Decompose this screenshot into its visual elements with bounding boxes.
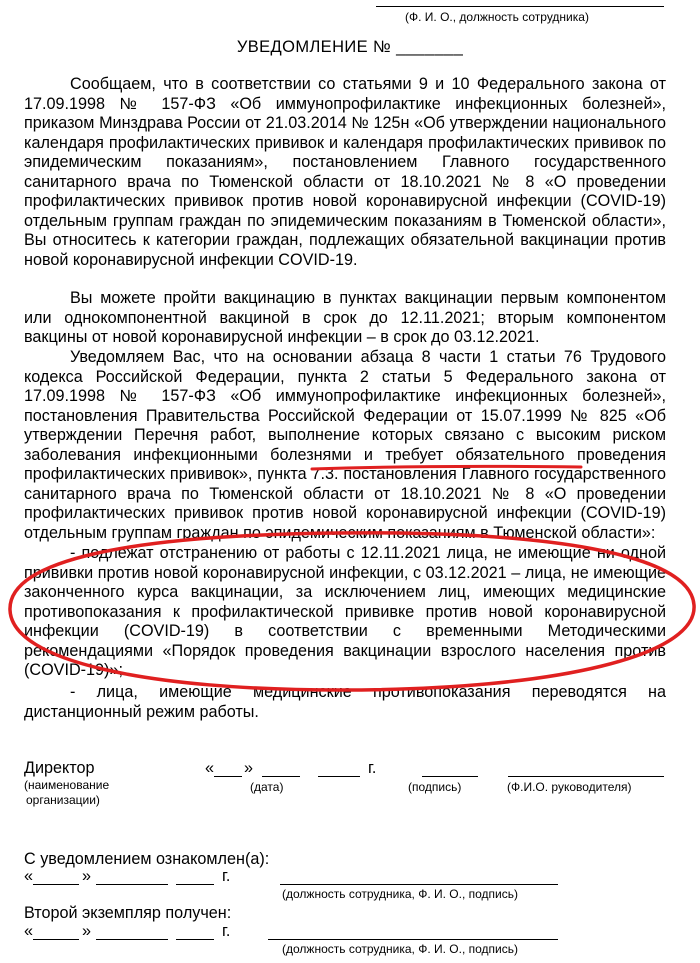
recipient-line	[376, 6, 664, 7]
org-caption-line1: (наименование	[24, 778, 110, 792]
copy-quote-close: »	[82, 922, 92, 940]
recipient-caption: (Ф. И. О., должность сотрудника)	[405, 10, 589, 24]
copy-year-line	[176, 939, 214, 940]
paragraph-legal-basis: Сообщаем, что в соответствии со статьями 9 и 10 Федерального закона от 17.09.1998 № 157-ФЗ «Об иммунопрофилактике инфекционных болезней», приказом Минздрава России от 21.03.2014 № 125н «Об утверждении национального календаря профилактических прививок и календаря профилактических прививок по эпидемическим показаниям», постановлением Главного государственного санитарного врача по Тюменской области от 18.10.2021 № 8 «О проведении профилактических прививок против новой коронавирусной инфекции (COVID-19) отдельным группам граждан по эпидемическим показаниям в Тюменской области», Вы относитесь к категории граждан, подлежащих обязательной вакцинации против новой коронавирусной инфекции COVID-19.	[24, 75, 666, 269]
date-quote-open: «	[205, 759, 215, 777]
ack-month-line	[96, 884, 168, 885]
paragraph-suspension-rule: - подлежат отстранению от работы с 12.11.2021 лица, не имеющие ни одной прививки против новой коронавирусной инфекции, с 03.12.2021 – лица, не имеющие законченного курса вакцинации, за исключением лиц, имеющих медицинские противопоказания к профилактической прививке против новой коронавирусной инфекции (COVID-19) в соответствии с временными Методическими рекомендациями «Порядок проведения вакцинации взрослого населения против (COVID-19)»;	[24, 544, 666, 680]
paragraph-remote-work: - лица, имеющие медицинские противопоказания переводятся на дистанционный режим работы.	[24, 683, 666, 721]
paragraph-suspension-basis: Уведомляем Вас, что на основании абзаца 8 части 1 статьи 76 Трудового кодекса Российской Федерации, пункта 2 статьи 5 Федерального закона от 17.09.1998 № 157-ФЗ «Об иммунопрофилактике инфекционных болезней», постановления Правительства Российской Федерации от 15.07.1999 № 825 «Об утверждении Перечня работ, выполнение которых связано с высоким риском заболевания инфекционными болезнями и требует обязательного проведения профилактических прививок», пункта 7.3. постановления Главного государственного санитарного врача по Тюменской области от 18.10.2021 № 8 «О проведении профилактических прививок против новой коронавирусной инфекции (COVID-19) отдельным группам граждан по эпидемическим показаниям в Тюменской области»:	[24, 348, 666, 542]
date-month-line	[262, 776, 300, 777]
ack-signature-line	[280, 884, 558, 885]
ack-quote-close: »	[82, 867, 92, 885]
org-caption-line2: организации)	[26, 793, 100, 807]
ack-caption: (должность сотрудника, Ф. И. О., подпись)	[282, 887, 518, 901]
head-name-caption: (Ф.И.О. руководителя)	[507, 780, 632, 794]
notice-title: УВЕДОМЛЕНИЕ № _______	[236, 38, 464, 56]
date-year-suffix: г.	[368, 759, 377, 777]
copy-signature-line	[268, 939, 558, 940]
director-label: Директор	[24, 759, 95, 777]
copy-quote-open: «	[24, 922, 34, 940]
signature-caption: (подпись)	[408, 780, 462, 794]
date-year-line	[318, 776, 360, 777]
date-quote-close: »	[244, 759, 254, 777]
date-caption: (дата)	[250, 780, 284, 794]
second-copy-label: Второй экземпляр получен:	[24, 904, 232, 922]
copy-day-line	[33, 939, 79, 940]
ack-day-line	[33, 884, 79, 885]
copy-month-line	[96, 939, 168, 940]
date-day-line	[214, 776, 242, 777]
signature-line	[422, 776, 478, 777]
paragraph-vaccination-deadlines: Вы можете пройти вакцинацию в пунктах вакцинации первым компонентом или однокомпонентной вакциной в срок до 12.11.2021; вторым компонентом вакцины от новой коронавирусной инфекции – в срок до 03.12.2021.	[24, 289, 666, 347]
head-name-line	[508, 776, 664, 777]
copy-caption: (должность сотрудника, Ф. И. О., подпись)	[282, 942, 518, 956]
ack-quote-open: «	[24, 867, 34, 885]
copy-year-suffix: г.	[222, 922, 231, 940]
ack-year-suffix: г.	[222, 867, 231, 885]
acknowledgement-label: С уведомлением ознакомлен(а):	[24, 850, 270, 868]
ack-year-line	[176, 884, 214, 885]
